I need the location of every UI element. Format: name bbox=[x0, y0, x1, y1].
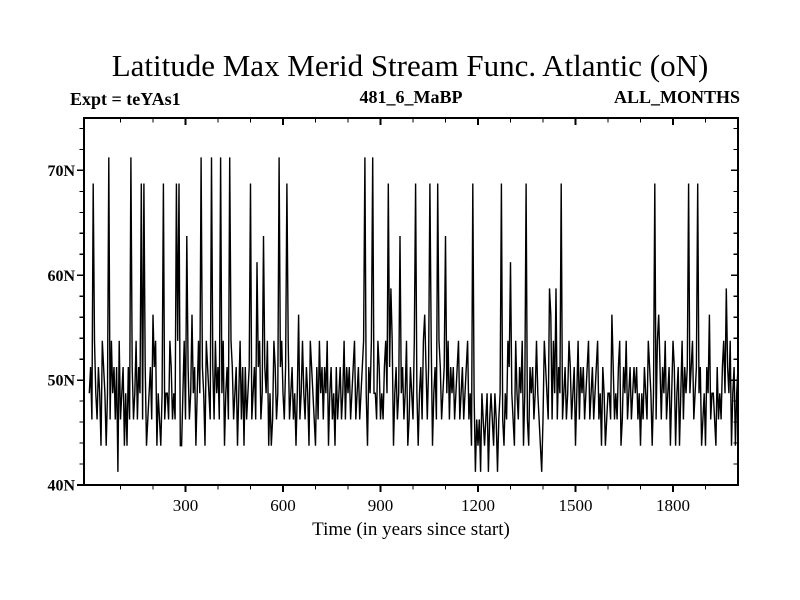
x-tick-label: 1800 bbox=[656, 496, 690, 515]
x-axis-title: Time (in years since start) bbox=[312, 519, 510, 540]
plot-area bbox=[47, 118, 738, 515]
data-series-line bbox=[89, 157, 738, 472]
x-tick-label: 600 bbox=[270, 496, 296, 515]
y-tick-label: 40N bbox=[47, 477, 75, 495]
x-tick-label: 1500 bbox=[558, 496, 593, 515]
y-tick-label: 50N bbox=[47, 372, 75, 390]
annotation-months-label: ALL_MONTHS bbox=[613, 87, 740, 107]
x-tick-label: 1200 bbox=[461, 496, 495, 515]
annotation-period-label: 481_6_MaBP bbox=[359, 87, 463, 107]
y-tick-label: 60N bbox=[47, 267, 75, 285]
x-tick-label: 900 bbox=[367, 496, 394, 515]
annotation-experiment-label: Expt = teYAs1 bbox=[70, 89, 181, 109]
chart-title: Latitude Max Merid Stream Func. Atlantic (oN) bbox=[111, 48, 709, 83]
x-tick-label: 300 bbox=[172, 496, 199, 515]
y-tick-label: 70N bbox=[47, 162, 75, 180]
